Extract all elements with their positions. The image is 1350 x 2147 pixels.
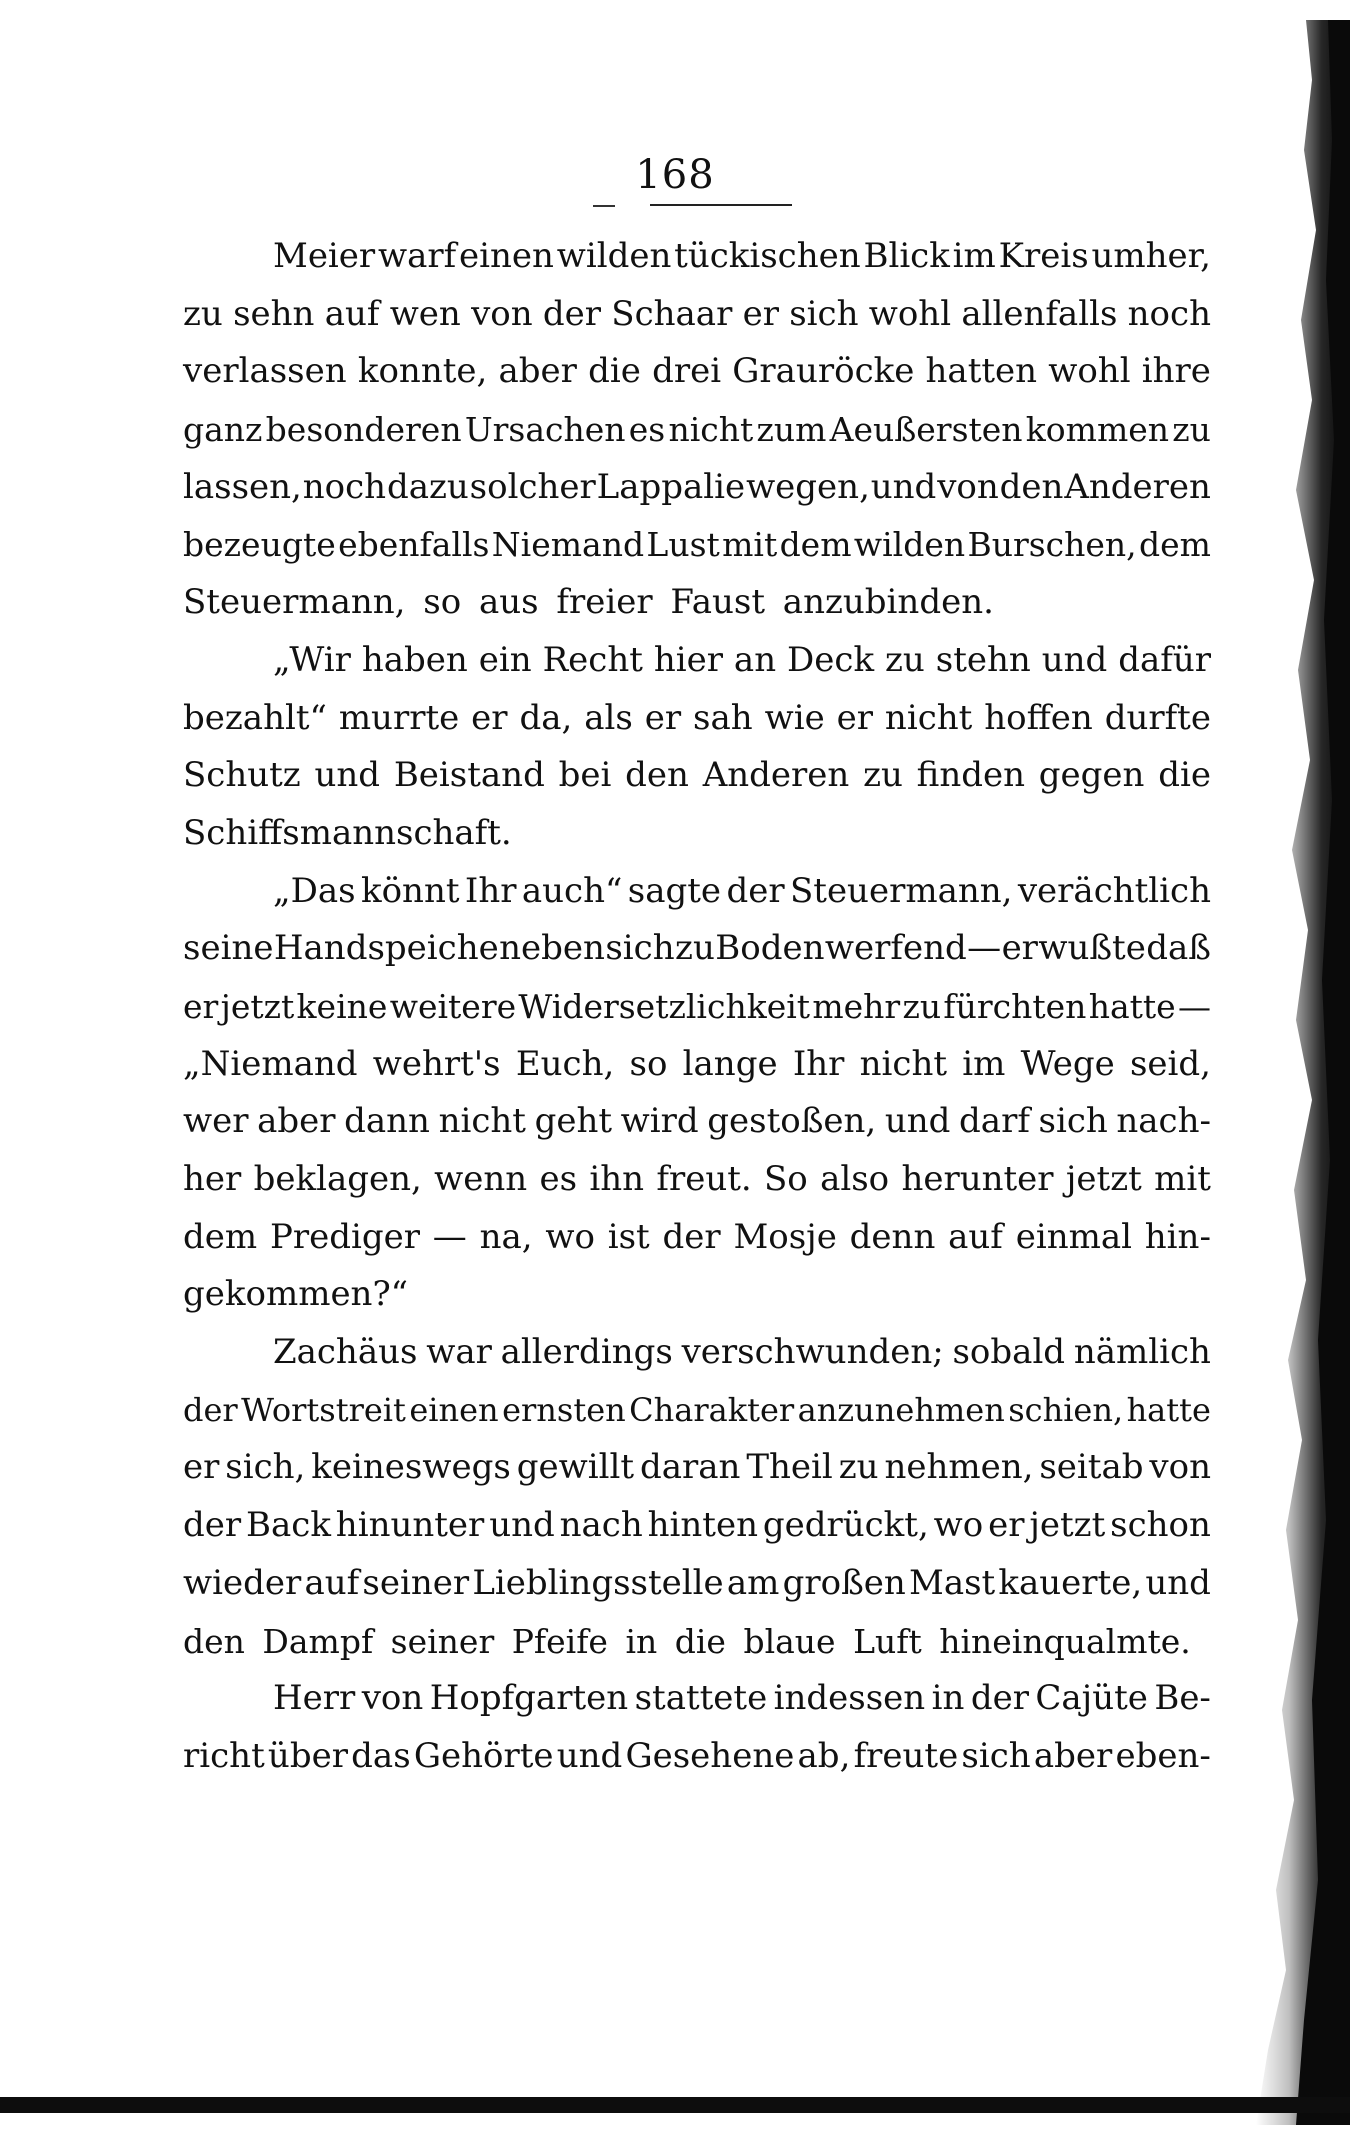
word: wenn: [434, 1159, 528, 1199]
text-line: [183, 1439, 1211, 1497]
text-line: [183, 920, 1211, 978]
word: er: [1001, 928, 1038, 969]
word: und: [870, 466, 937, 507]
word: an: [733, 639, 777, 680]
word: Charakter: [629, 1390, 795, 1429]
text-line: [183, 401, 1211, 459]
word: das: [351, 1735, 411, 1776]
word: könnt: [360, 870, 460, 911]
text-line: [183, 1555, 1211, 1613]
word: Theil: [746, 1447, 833, 1488]
word: schon: [1110, 1505, 1211, 1546]
word: den: [999, 466, 1064, 507]
word: nicht: [859, 1043, 947, 1084]
word: ebenfalls: [338, 525, 490, 565]
word: Kreis: [998, 236, 1089, 276]
word: nicht: [884, 697, 973, 738]
word: hier: [653, 639, 723, 680]
word: durfte: [1104, 697, 1211, 738]
word: mehr: [812, 986, 901, 1026]
word: nehmen,: [884, 1447, 1034, 1488]
word: einmal: [1015, 1216, 1132, 1257]
word: von: [937, 466, 999, 507]
word: verschwunden;: [681, 1332, 944, 1373]
word: sich: [789, 293, 859, 334]
word: dazu: [386, 466, 469, 507]
word: zu: [838, 1447, 879, 1488]
word: wird: [620, 1101, 699, 1142]
scan-bottom-edge: [0, 2097, 1350, 2113]
word: mit: [722, 525, 778, 565]
word: —: [1177, 986, 1211, 1026]
word: jetzt: [1065, 1159, 1142, 1199]
word: Anderen: [1064, 466, 1211, 507]
word: Mast: [909, 1562, 996, 1603]
word: wehrt's: [372, 1043, 501, 1084]
text-line: [183, 690, 1211, 748]
word: Lieblingsstelle: [472, 1562, 724, 1603]
word: Handspeiche: [273, 928, 499, 969]
text-line: [183, 747, 1211, 805]
word: jetzt: [220, 986, 295, 1026]
word: ein: [478, 639, 532, 680]
word: seid,: [1129, 1043, 1211, 1084]
word: und: [556, 1735, 623, 1776]
word: da,: [519, 697, 573, 738]
word: den: [625, 755, 689, 796]
word: her: [183, 1159, 242, 1199]
word: gestoßen,: [707, 1101, 877, 1142]
word: tückischen: [674, 236, 861, 276]
word: sich: [605, 928, 675, 969]
word: die: [1158, 755, 1211, 796]
word: auf: [948, 1216, 1003, 1257]
body-text: [183, 228, 1211, 1786]
word: stehn: [935, 639, 1031, 680]
word: also: [820, 1159, 890, 1199]
word: wie: [764, 697, 825, 738]
word: zu: [863, 755, 903, 796]
word: na,: [479, 1216, 533, 1257]
word: seine: [183, 928, 274, 969]
word: „Wir: [273, 639, 351, 680]
word: hin-: [1144, 1216, 1211, 1257]
word: finden: [916, 755, 1026, 796]
text-line: [183, 1382, 1211, 1440]
text-line: gekommen?“: [183, 1274, 409, 1315]
word: nicht: [668, 410, 754, 450]
word: keineswegs: [311, 1447, 511, 1488]
word: Schaar: [611, 293, 733, 334]
word: aber: [257, 1101, 336, 1142]
text-line: [183, 863, 1211, 921]
word: freute: [853, 1735, 959, 1776]
word: dafür: [1118, 639, 1211, 680]
text-line: [183, 459, 1211, 517]
word: kauerte,: [998, 1562, 1143, 1603]
word: und: [1145, 1562, 1211, 1603]
word: seitab: [1039, 1447, 1144, 1488]
word: einen: [459, 236, 554, 276]
word: Wege: [1020, 1043, 1115, 1084]
word: der: [542, 293, 602, 334]
word: er: [183, 1447, 220, 1488]
word: der: [183, 1505, 242, 1546]
word: wußte: [1038, 928, 1146, 969]
word: von: [361, 1678, 424, 1719]
word: wen: [389, 293, 461, 334]
word: keine: [296, 986, 388, 1026]
word: verächtlich: [1017, 870, 1211, 911]
word: lange: [682, 1043, 778, 1084]
word: der: [183, 1390, 238, 1429]
word: freut.: [656, 1159, 752, 1199]
word: wo: [933, 1505, 984, 1546]
word: Meier: [273, 236, 376, 276]
word: murrte: [338, 697, 460, 738]
word: konnte,: [357, 351, 488, 392]
word: allerdings: [500, 1332, 673, 1373]
word: über: [267, 1735, 348, 1776]
word: Zachäus: [273, 1332, 418, 1373]
word: warf: [377, 236, 457, 276]
text-line: [183, 632, 1211, 690]
text-line: [183, 343, 1211, 401]
text-line: [183, 1151, 1211, 1209]
word: Be-: [1154, 1678, 1211, 1719]
word: hoffen: [984, 697, 1093, 738]
text-line: [183, 1036, 1211, 1094]
word: er: [471, 697, 508, 738]
word: bei: [558, 755, 612, 796]
word: der: [726, 870, 785, 911]
word: daran: [639, 1447, 741, 1488]
word: Gehörte: [413, 1735, 554, 1776]
word: hatte: [1088, 986, 1176, 1026]
word: sich: [1038, 1101, 1108, 1142]
word: Cajüte: [1035, 1678, 1148, 1719]
word: der: [970, 1678, 1029, 1719]
word: hatten: [925, 351, 1038, 392]
word: der: [662, 1216, 721, 1257]
word: von: [1149, 1447, 1211, 1488]
word: ernsten: [502, 1390, 626, 1429]
word: er: [988, 1505, 1025, 1546]
word: nach-: [1116, 1101, 1211, 1142]
word: verlassen: [183, 351, 347, 392]
text-line: [183, 1670, 1211, 1728]
word: Blick: [863, 236, 950, 276]
word: sah: [693, 697, 753, 738]
word: wer: [183, 1101, 249, 1142]
word: wegen,: [746, 466, 870, 507]
word: wo: [545, 1216, 595, 1257]
word: nach: [559, 1505, 643, 1546]
word: Widersetzlichkeit: [518, 986, 811, 1026]
text-line: Steuermann, so aus freier Faust anzubinden.: [183, 582, 994, 623]
word: Niemand: [491, 525, 645, 565]
word: nämlich: [1073, 1332, 1211, 1373]
word: dann: [344, 1101, 430, 1142]
word: sehn: [233, 293, 315, 334]
header-rule-dash: [593, 205, 615, 207]
word: gedrückt,: [762, 1505, 929, 1546]
word: Mosje: [733, 1216, 837, 1257]
word: ihn: [589, 1159, 645, 1199]
word: er: [644, 697, 682, 738]
word: denn: [849, 1216, 936, 1257]
word: auch“: [521, 870, 623, 911]
word: ist: [607, 1216, 650, 1257]
word: zu: [675, 928, 715, 969]
word: und: [314, 755, 381, 796]
word: wohl: [868, 293, 952, 334]
word: er: [836, 697, 873, 738]
word: lassen,: [183, 466, 302, 507]
word: und: [489, 1505, 555, 1546]
word: auf: [304, 1562, 360, 1603]
word: es: [628, 410, 666, 450]
word: stattete: [634, 1678, 768, 1719]
word: weitere: [389, 986, 517, 1026]
word: im: [962, 1043, 1006, 1084]
word: daß: [1146, 928, 1211, 969]
text-line: [183, 1728, 1211, 1786]
word: wilden: [853, 525, 966, 565]
word: in: [931, 1678, 965, 1719]
word: jetzt: [1029, 1505, 1106, 1546]
word: Anderen: [702, 755, 850, 796]
word: Gesehene: [625, 1735, 795, 1776]
word: Deck: [787, 639, 875, 680]
word: ab,: [797, 1735, 851, 1776]
word: und: [884, 1101, 951, 1142]
word: indessen: [773, 1678, 926, 1719]
word: Euch,: [515, 1043, 615, 1084]
word: sobald: [952, 1332, 1066, 1373]
word: aber: [498, 351, 577, 392]
scan-edge-shadow: [1246, 20, 1350, 2125]
word: ganz: [183, 410, 263, 450]
word: sich: [961, 1735, 1031, 1776]
word: Ursachen: [464, 410, 626, 450]
word: zum: [756, 410, 827, 450]
word: Back: [246, 1505, 331, 1546]
word: Beistand: [393, 755, 545, 796]
word: Recht: [542, 639, 643, 680]
text-line: [183, 1209, 1211, 1267]
header-rule: [650, 204, 792, 206]
word: haben: [361, 639, 468, 680]
word: hinunter: [335, 1505, 485, 1546]
word: So: [764, 1159, 808, 1199]
text-line: [183, 1497, 1211, 1555]
word: beklagen,: [253, 1159, 422, 1199]
word: Aeußersten: [829, 410, 1023, 450]
word: Hopfgarten: [429, 1678, 629, 1719]
word: solcher: [469, 466, 596, 507]
word: kommen: [1025, 410, 1170, 450]
page-number: 168: [635, 152, 715, 198]
word: bezeugte: [183, 525, 336, 565]
word: ihre: [1141, 351, 1211, 392]
word: besonderen: [265, 410, 462, 450]
text-line: [183, 978, 1211, 1036]
word: im: [952, 236, 996, 276]
text-line: [183, 286, 1211, 344]
word: am: [726, 1562, 780, 1603]
word: —: [967, 928, 1002, 969]
word: herunter: [901, 1159, 1054, 1199]
word: und: [1041, 639, 1108, 680]
word: zu: [183, 293, 223, 334]
word: noch: [302, 466, 387, 507]
word: nicht: [438, 1101, 526, 1142]
word: Lust: [646, 525, 720, 565]
word: als: [584, 697, 633, 738]
word: drei: [652, 351, 722, 392]
text-line: Schiffsmannschaft.: [183, 812, 512, 853]
word: darf: [959, 1101, 1030, 1142]
word: schien,: [1008, 1390, 1124, 1429]
word: dem: [183, 1216, 258, 1257]
word: sich,: [225, 1447, 306, 1488]
word: so: [629, 1043, 668, 1084]
word: sagte: [627, 870, 722, 911]
word: Wortstreit: [241, 1390, 406, 1429]
word: die: [588, 351, 641, 392]
word: Ihr: [792, 1043, 845, 1084]
word: gegen: [1038, 755, 1145, 796]
word: Steuermann,: [789, 870, 1013, 911]
word: einen: [409, 1390, 499, 1429]
word: neben: [499, 928, 605, 969]
word: dem: [1139, 525, 1211, 565]
word: „Niemand: [183, 1043, 358, 1084]
word: Boden: [715, 928, 825, 969]
text-line: [183, 1093, 1211, 1151]
word: bezahlt“: [183, 697, 327, 738]
word: hinten: [647, 1505, 758, 1546]
word: Herr: [273, 1678, 356, 1719]
word: gewillt: [516, 1447, 635, 1488]
text-line: [183, 1324, 1211, 1382]
word: dem: [779, 525, 852, 565]
word: Prediger: [269, 1216, 420, 1257]
word: hatte: [1126, 1390, 1211, 1429]
word: umher,: [1091, 236, 1211, 276]
word: richt: [183, 1735, 265, 1776]
word: seiner: [362, 1562, 470, 1603]
word: zu: [1172, 410, 1211, 450]
word: fürchten: [943, 986, 1087, 1026]
word: wieder: [183, 1562, 302, 1603]
text-line: [183, 228, 1211, 286]
text-line: den Dampf seiner Pfeife in die blaue Luft hineinqualmte.: [183, 1621, 1191, 1661]
word: noch: [1127, 293, 1211, 334]
word: wilden: [556, 236, 672, 276]
word: war: [426, 1332, 492, 1373]
word: zu: [885, 639, 925, 680]
word: er: [742, 293, 779, 334]
word: wohl: [1048, 351, 1131, 392]
word: Grauröcke: [732, 351, 915, 392]
word: Lappalie: [596, 466, 746, 507]
word: Ihr: [464, 870, 517, 911]
word: werfend: [824, 928, 967, 969]
word: auf: [324, 293, 380, 334]
word: er: [183, 986, 219, 1026]
word: „Das: [273, 870, 356, 911]
word: eben-: [1115, 1735, 1211, 1776]
word: aber: [1033, 1735, 1113, 1776]
text-line: [183, 516, 1211, 574]
word: zu: [902, 986, 942, 1026]
word: —: [432, 1216, 467, 1257]
word: Burschen,: [967, 525, 1137, 565]
word: anzunehmen: [797, 1390, 1005, 1429]
word: mit: [1154, 1159, 1211, 1199]
word: es: [539, 1159, 578, 1199]
word: geht: [534, 1101, 613, 1142]
word: von: [471, 293, 533, 334]
word: Schutz: [183, 755, 301, 796]
word: allenfalls: [961, 293, 1118, 334]
word: großen: [782, 1562, 906, 1603]
